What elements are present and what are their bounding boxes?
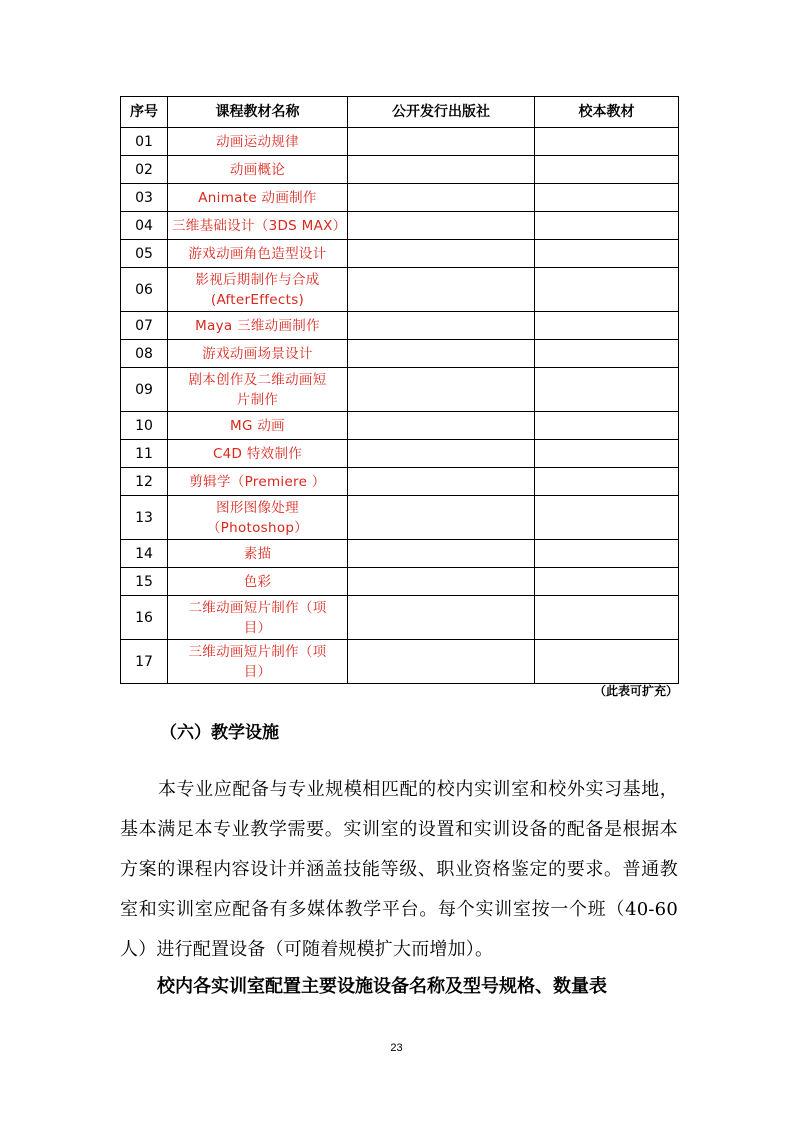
cell-course-name: 三维动画短片制作（项 目） bbox=[168, 640, 348, 684]
cell-school-textbook bbox=[535, 496, 679, 540]
cell-publisher bbox=[348, 340, 535, 368]
table-row bbox=[121, 312, 679, 340]
table-row bbox=[121, 240, 679, 268]
cell-publisher bbox=[348, 568, 535, 596]
body-paragraph: 本专业应配备与专业规模相匹配的校内实训室和校外实习基地，基本满足本专业教学需要。实训室的设置和实训设备的配备是根据本方案的课程内容设计并涵盖技能等级、职业资格鉴定的要求。普通教室和实训室应配备有多媒体教学平台。每个实训室按一个班（40-60 人）进行配置设备（可随着规模扩大而增加）。 bbox=[120, 779, 678, 960]
table-row bbox=[121, 184, 679, 212]
header-school-textbook: 校本教材 bbox=[535, 97, 679, 128]
table-row bbox=[121, 368, 679, 412]
cell-no: 04 bbox=[121, 212, 168, 240]
cell-publisher bbox=[348, 412, 535, 440]
cell-school-textbook bbox=[535, 440, 679, 468]
cell-no: 05 bbox=[121, 240, 168, 268]
table-row bbox=[121, 540, 679, 568]
section-title: （六）教学设施 bbox=[160, 723, 279, 743]
table-header-row bbox=[121, 97, 679, 128]
table-row bbox=[121, 596, 679, 640]
cell-publisher bbox=[348, 540, 535, 568]
table-row bbox=[121, 640, 679, 684]
header-no: 序号 bbox=[121, 97, 168, 128]
table-row bbox=[121, 128, 679, 156]
textbook-table bbox=[120, 96, 679, 684]
table-row bbox=[121, 268, 679, 312]
cell-no: 15 bbox=[121, 568, 168, 596]
cell-no: 06 bbox=[121, 268, 168, 312]
cell-school-textbook bbox=[535, 240, 679, 268]
cell-publisher bbox=[348, 128, 535, 156]
subheading: 校内各实训室配置主要设施设备名称及型号规格、数量表 bbox=[157, 976, 607, 997]
cell-course-name: 动画概论 bbox=[168, 156, 348, 184]
cell-school-textbook bbox=[535, 568, 679, 596]
cell-publisher bbox=[348, 268, 535, 312]
cell-publisher bbox=[348, 440, 535, 468]
cell-course-name: Animate 动画制作 bbox=[168, 184, 348, 212]
cell-course-name: 游戏动画角色造型设计 bbox=[168, 240, 348, 268]
cell-course-name: C4D 特效制作 bbox=[168, 440, 348, 468]
cell-course-name: 游戏动画场景设计 bbox=[168, 340, 348, 368]
cell-publisher bbox=[348, 496, 535, 540]
cell-publisher bbox=[348, 468, 535, 496]
table-row bbox=[121, 568, 679, 596]
cell-no: 03 bbox=[121, 184, 168, 212]
cell-school-textbook bbox=[535, 468, 679, 496]
cell-school-textbook bbox=[535, 596, 679, 640]
cell-publisher bbox=[348, 240, 535, 268]
table-row bbox=[121, 212, 679, 240]
cell-school-textbook bbox=[535, 340, 679, 368]
table-row bbox=[121, 440, 679, 468]
cell-school-textbook bbox=[535, 212, 679, 240]
cell-course-name: 素描 bbox=[168, 540, 348, 568]
cell-publisher bbox=[348, 596, 535, 640]
cell-no: 16 bbox=[121, 596, 168, 640]
cell-school-textbook bbox=[535, 640, 679, 684]
cell-course-name: 色彩 bbox=[168, 568, 348, 596]
cell-course-name: 图形图像处理 （Photoshop） bbox=[168, 496, 348, 540]
cell-no: 14 bbox=[121, 540, 168, 568]
table-row bbox=[121, 156, 679, 184]
cell-no: 07 bbox=[121, 312, 168, 340]
cell-school-textbook bbox=[535, 184, 679, 212]
cell-course-name: MG 动画 bbox=[168, 412, 348, 440]
cell-no: 11 bbox=[121, 440, 168, 468]
cell-no: 01 bbox=[121, 128, 168, 156]
table-row bbox=[121, 496, 679, 540]
cell-publisher bbox=[348, 312, 535, 340]
table-row bbox=[121, 340, 679, 368]
cell-course-name: 剪辑学（Premiere ） bbox=[168, 468, 348, 496]
table-row bbox=[121, 468, 679, 496]
table-row bbox=[121, 412, 679, 440]
cell-no: 02 bbox=[121, 156, 168, 184]
cell-course-name: 动画运动规律 bbox=[168, 128, 348, 156]
cell-course-name: 二维动画短片制作（项 目） bbox=[168, 596, 348, 640]
cell-course-name: Maya 三维动画制作 bbox=[168, 312, 348, 340]
cell-course-name: 三维基础设计（3DS MAX） bbox=[168, 212, 348, 240]
table-note: （此表可扩充） bbox=[593, 684, 678, 698]
cell-course-name: 剧本创作及二维动画短 片制作 bbox=[168, 368, 348, 412]
cell-school-textbook bbox=[535, 412, 679, 440]
cell-school-textbook bbox=[535, 540, 679, 568]
cell-school-textbook bbox=[535, 268, 679, 312]
cell-publisher bbox=[348, 184, 535, 212]
cell-publisher bbox=[348, 212, 535, 240]
cell-no: 08 bbox=[121, 340, 168, 368]
page-number: 23 bbox=[390, 1042, 403, 1054]
cell-school-textbook bbox=[535, 128, 679, 156]
cell-course-name: 影视后期制作与合成 (AfterEffects) bbox=[168, 268, 348, 312]
cell-no: 12 bbox=[121, 468, 168, 496]
cell-school-textbook bbox=[535, 312, 679, 340]
header-course-name: 课程教材名称 bbox=[168, 97, 348, 128]
cell-school-textbook bbox=[535, 156, 679, 184]
cell-publisher bbox=[348, 156, 535, 184]
cell-publisher bbox=[348, 368, 535, 412]
cell-no: 10 bbox=[121, 412, 168, 440]
cell-publisher bbox=[348, 640, 535, 684]
header-publisher: 公开发行出版社 bbox=[348, 97, 535, 128]
cell-no: 13 bbox=[121, 496, 168, 540]
cell-no: 17 bbox=[121, 640, 168, 684]
cell-no: 09 bbox=[121, 368, 168, 412]
cell-school-textbook bbox=[535, 368, 679, 412]
